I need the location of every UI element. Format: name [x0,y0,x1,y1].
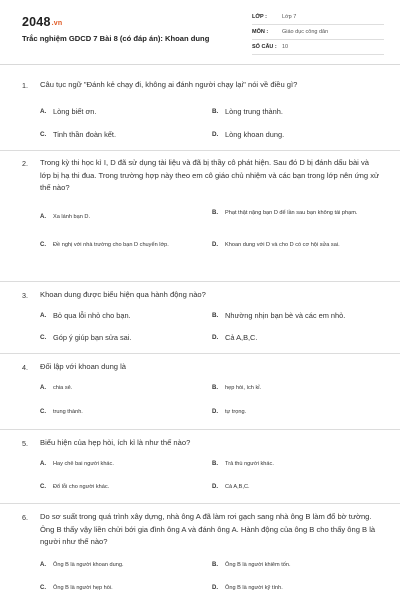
option-b[interactable] [212,106,372,117]
option-letter: B. [212,312,219,319]
meta-row-subject [252,25,384,40]
option-letter: D. [212,585,218,591]
option-letter: B. [212,385,218,391]
document-meta [252,10,384,55]
option-text: Tinh thần đoàn kết. [53,130,117,139]
option-text: Lòng khoan dung. [225,130,285,139]
meta-label: LỚP : [252,14,267,20]
option-text: Cả A,B,C. [225,333,258,342]
option-c[interactable] [40,584,200,594]
site-logo[interactable] [22,15,62,29]
option-letter: B. [212,108,219,115]
option-text: Góp ý giúp bạn sửa sai. [53,333,132,342]
question-2 [0,151,400,282]
option-text: Hay chê bai người khác. [53,461,114,467]
question-5 [0,430,400,504]
option-text: Đổ lỗi cho người khác. [53,484,110,490]
page-header [0,0,400,65]
question-4 [0,354,400,430]
option-text: Lòng biết ơn. [53,107,97,116]
option-text: Khoan dung với D và cho D có cơ hội sửa sai. [225,242,340,248]
question-1 [0,64,400,151]
option-text: tự trọng. [225,409,247,415]
option-text: Ông B là người khoan dung. [53,562,124,568]
option-a[interactable] [40,561,200,571]
option-letter: C. [40,334,47,341]
question-number: 1. [22,81,28,90]
option-letter: A. [40,108,47,115]
option-letter: D. [212,334,219,341]
meta-row-count [252,40,384,55]
option-d[interactable] [212,129,372,140]
option-letter: A. [40,562,46,568]
option-letter: D. [212,242,218,248]
meta-row-class [252,10,384,25]
option-c[interactable] [40,129,200,140]
option-a[interactable] [40,460,200,470]
question-number: 6. [22,513,28,522]
option-d[interactable] [212,483,372,493]
option-d[interactable] [212,241,372,251]
option-letter: A. [40,312,47,319]
option-letter: A. [40,461,46,467]
option-b[interactable] [212,310,372,321]
option-c[interactable] [40,241,200,251]
option-letter: A. [40,214,46,220]
question-text: Câu tục ngữ "Đánh kẻ chạy đi, không ai đánh người chạy lại" nói về điều gì? [40,80,298,89]
question-number: 3. [22,291,28,300]
option-letter: C. [40,484,46,490]
question-text: Khoan dung được biểu hiện qua hành động nào? [40,290,206,299]
option-a[interactable] [40,213,200,223]
option-letter: B. [212,461,218,467]
option-text: chia sẻ. [53,385,73,391]
option-a[interactable] [40,384,200,394]
document-title: Trắc nghiệm GDCD 7 Bài 8 (có đáp án): Khoan dung [22,34,210,43]
option-c[interactable] [40,332,200,343]
option-letter: D. [212,409,218,415]
option-b[interactable] [212,460,372,470]
meta-label: SỐ CÂU : [252,44,277,50]
meta-value: 10 [282,44,289,50]
question-3 [0,282,400,354]
option-text: Trả thù người khác. [225,461,274,467]
option-letter: B. [212,210,218,216]
option-d[interactable] [212,584,372,594]
option-text: trung thành. [53,409,83,415]
option-letter: C. [40,242,46,248]
option-a[interactable] [40,106,200,117]
meta-value: Giáo dục công dân [282,29,329,35]
question-text: Biểu hiện của hẹp hòi, ích kỉ là như thế nào? [40,438,191,447]
meta-label: MÔN : [252,29,269,35]
question-text: Trong kỳ thi học kì I, D đã sử dụng tài liệu và đã bị thầy cô phát hiện. Sau đó D bị đánh dấu bài và lớp bị hạ thi đua. Trong trường hợp này theo em cô giáo chủ nhiệm và các bạn trong lớp nên ứng xử thế nào? [40,158,380,192]
option-letter: D. [212,484,218,490]
option-text: hẹp hòi, ích kỉ. [225,385,262,391]
option-text: Ông B là người hẹp hòi. [53,585,113,591]
option-a[interactable] [40,310,200,321]
option-c[interactable] [40,408,200,418]
option-letter: B. [212,562,218,568]
option-text: Nhường nhịn bạn bè và các em nhỏ. [225,311,346,320]
logo-suffix: .vn [51,20,63,27]
option-text: Xa lánh bạn D. [53,214,91,220]
question-text: Đối lập với khoan dung là [40,362,127,371]
option-b[interactable] [212,384,372,394]
option-d[interactable] [212,332,372,343]
meta-value: Lớp 7 [282,14,297,20]
question-number: 4. [22,363,28,372]
option-b[interactable] [212,209,372,219]
option-text: Ông B là người kỹ tính. [225,585,283,591]
question-6 [0,504,400,600]
option-text: Ông B là người khiêm tốn. [225,562,291,568]
option-text: Bỏ qua lỗi nhỏ cho bạn. [53,311,131,320]
option-text: Phạt thật nặng bạn D để lần sau bạn không tái phạm. [225,210,358,216]
option-d[interactable] [212,408,372,418]
option-b[interactable] [212,561,372,571]
option-text: Lòng trung thành. [225,107,283,116]
option-text: Đề nghị với nhà trường cho bạn D chuyển lớp. [53,242,169,248]
option-letter: C. [40,585,46,591]
question-number: 2. [22,159,28,168]
option-c[interactable] [40,483,200,493]
option-text: Cả A,B,C. [225,484,250,490]
option-letter: A. [40,385,46,391]
logo-main: 2048 [22,15,51,29]
question-number: 5. [22,439,28,448]
question-text: Do sơ suất trong quá trình xây dựng, nhà ông A đã làm rơi gạch sang nhà ông B làm đổ bờ tường. Ông B thấy vậy liền chửi bới gia đình ông A và đánh ông A. Hành động của ông B cho thấy ông B là người như thế nào? [40,512,376,546]
option-letter: C. [40,409,46,415]
option-letter: D. [212,131,219,138]
option-letter: C. [40,131,47,138]
